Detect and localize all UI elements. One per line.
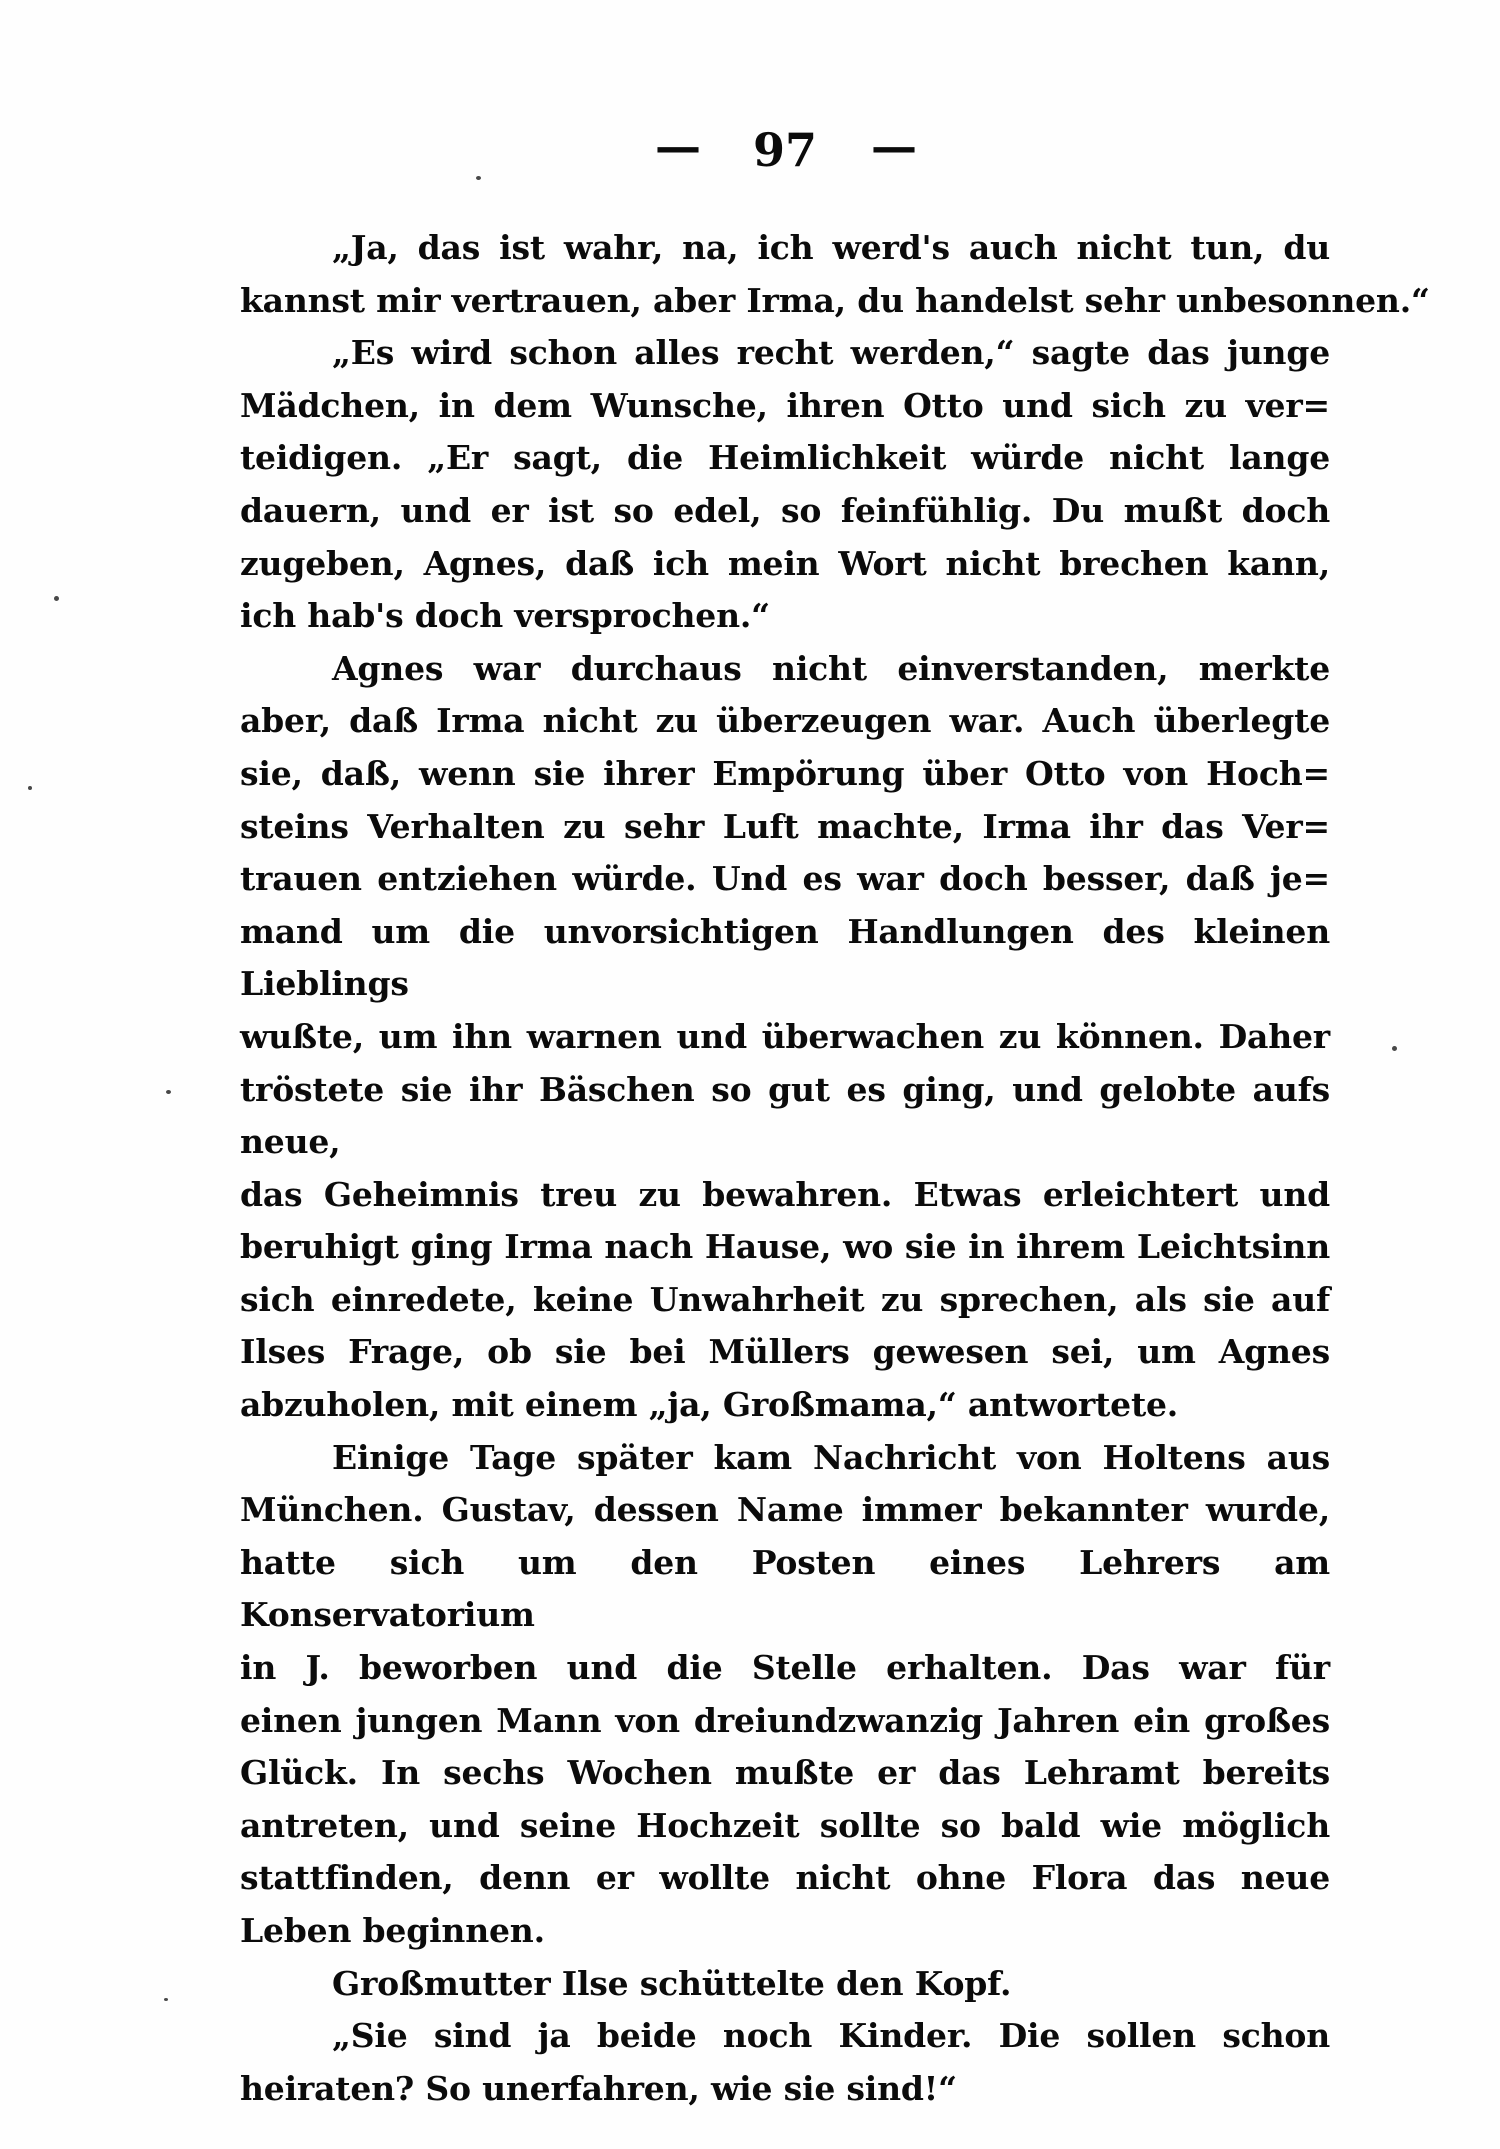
text-line: mand um die unvorsichtigen Handlungen des kleinen Lieblings [240, 911, 1330, 1004]
text-line: beruhigt ging Irma nach Hause, wo sie in ihrem Leichtsinn [240, 1227, 1330, 1267]
text-line: aber, daß Irma nicht zu überzeugen war. Auch überlegte [240, 701, 1330, 741]
page-number: 97 [752, 123, 817, 177]
text-line: stattfinden, denn er wollte nicht ohne Flora das neue [240, 1858, 1330, 1898]
text-line: Mädchen, in dem Wunsche, ihren Otto und sich zu ver= [240, 385, 1330, 425]
paragraph [240, 643, 1330, 1432]
paragraph [240, 1958, 1330, 2011]
header-left-dash: — [654, 119, 699, 173]
text-line: antreten, und seine Hochzeit sollte so bald wie möglich [240, 1805, 1330, 1845]
text-line: hatte sich um den Posten eines Lehrers am Konservatorium [240, 1542, 1330, 1635]
text-line: abzuholen, mit einem „ja, Großmama,“ antwortete. [240, 1385, 1179, 1425]
text-line: wußte, um ihn warnen und überwachen zu können. Daher [240, 1016, 1330, 1056]
scan-speck [164, 1998, 168, 2001]
text-line: Leben beginnen. [240, 1911, 545, 1950]
text-line: Großmutter Ilse schüttelte den Kopf. [332, 1963, 1012, 2003]
scan-speck [54, 596, 59, 601]
text-line: „Ja, das ist wahr, na, ich werd's auch nicht tun, du [332, 228, 1330, 267]
text-line: „Es wird schon alles recht werden,“ sagte das junge [332, 333, 1330, 373]
page-header [240, 119, 1330, 177]
text-line: in J. beworben und die Stelle erhalten. Das war für [240, 1648, 1330, 1688]
text-line: Agnes war durchaus nicht einverstanden, merkte [332, 648, 1330, 688]
text-line: „Sie sind ja beide noch Kinder. Die sollen schon [332, 2016, 1330, 2056]
paragraph [240, 222, 1430, 327]
scan-speck [166, 1090, 171, 1094]
text-block [240, 222, 1430, 2115]
text-line: zugeben, Agnes, daß ich mein Wort nicht brechen kann, [240, 543, 1330, 583]
text-line: heiraten? So unerfahren, wie sie sind!“ [240, 2068, 957, 2108]
text-line: trauen entziehen würde. Und es war doch besser, daß je= [240, 859, 1330, 899]
text-line: tröstete sie ihr Bäschen so gut es ging, und gelobte aufs neue, [240, 1069, 1330, 1162]
text-line: steins Verhalten zu sehr Luft machte, Irma ihr das Ver= [240, 806, 1330, 846]
scan-speck [476, 176, 481, 180]
text-line: Einige Tage später kam Nachricht von Holtens aus [332, 1437, 1330, 1477]
text-line: Ilses Frage, ob sie bei Müllers gewesen sei, um Agnes [240, 1332, 1330, 1372]
text-line: ich hab's doch versprochen.“ [240, 596, 770, 636]
paragraph [240, 1432, 1330, 1958]
text-line: kannst mir vertrauen, aber Irma, du handelst sehr unbesonnen.“ [240, 280, 1430, 320]
scan-speck [28, 786, 32, 790]
text-line: Glück. In sechs Wochen mußte er das Lehramt bereits [240, 1753, 1330, 1793]
text-line: München. Gustav, dessen Name immer bekannter wurde, [240, 1490, 1330, 1530]
text-line: sich einredete, keine Unwahrheit zu sprechen, als sie auf [240, 1279, 1330, 1319]
text-line: dauern, und er ist so edel, so feinfühlig. Du mußt doch [240, 490, 1330, 530]
text-line: sie, daß, wenn sie ihrer Empörung über Otto von Hoch= [240, 753, 1330, 793]
paragraph [240, 2010, 1330, 2115]
text-line: das Geheimnis treu zu bewahren. Etwas erleichtert und [240, 1174, 1330, 1214]
paragraph [240, 327, 1330, 643]
scan-speck [1392, 1046, 1397, 1051]
text-line: einen jungen Mann von dreiundzwanzig Jahren ein großes [240, 1700, 1330, 1740]
header-right-dash: — [871, 119, 915, 173]
text-line: teidigen. „Er sagt, die Heimlichkeit würde nicht lange [240, 438, 1330, 478]
